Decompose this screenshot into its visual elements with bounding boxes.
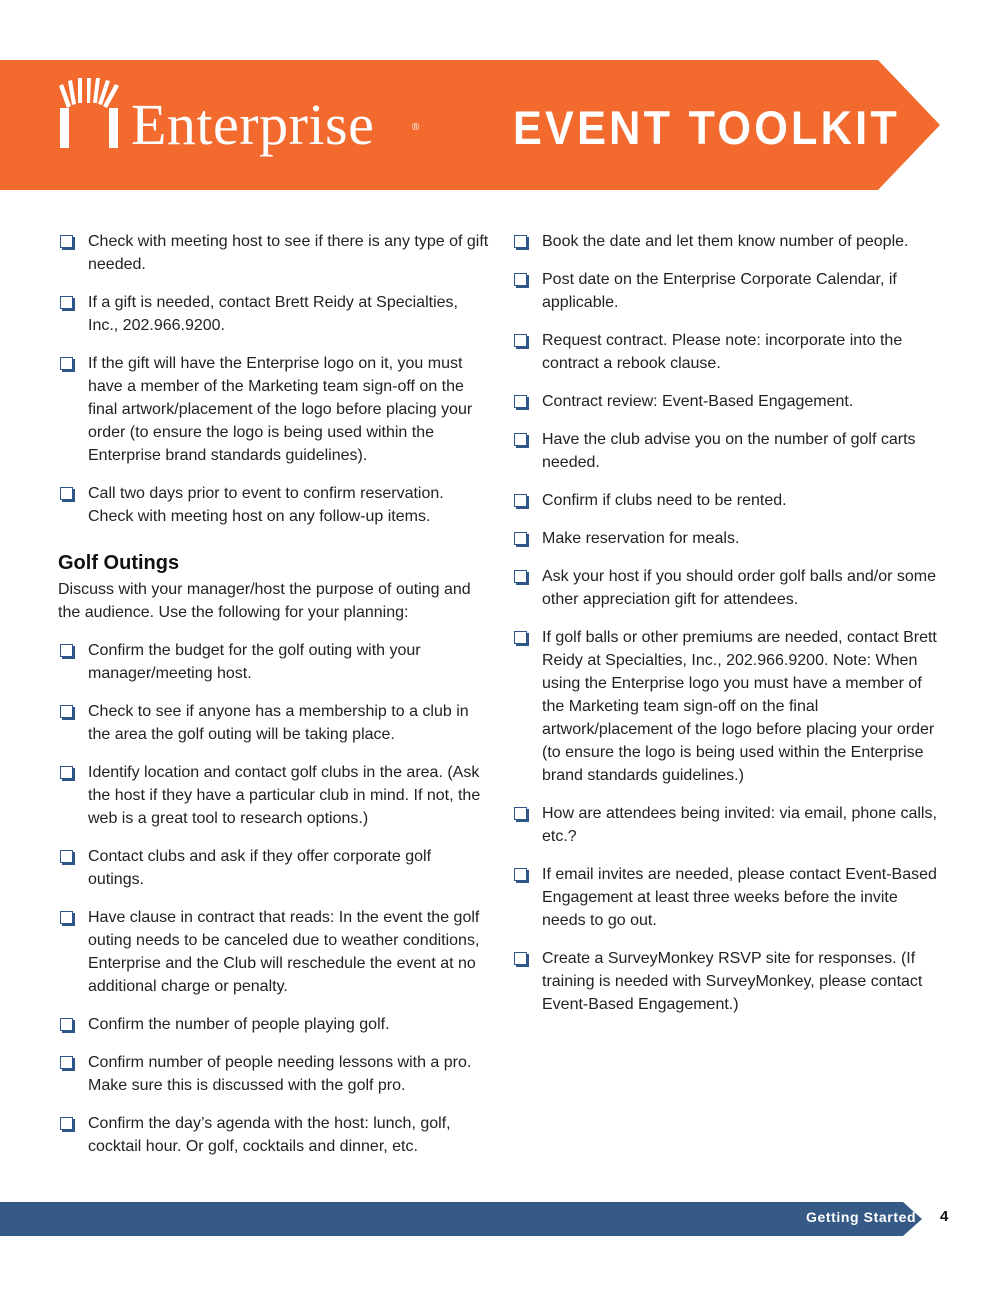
page-title: EVENT TOOLKIT: [513, 101, 901, 154]
checklist-item-text: Check with meeting host to see if there is any type of gift needed.: [88, 233, 489, 273]
checkbox-icon[interactable]: [60, 296, 73, 309]
checkbox-icon[interactable]: [60, 644, 73, 657]
checkbox-icon[interactable]: [514, 570, 527, 583]
page-number: 4: [940, 1208, 949, 1225]
checklist-item: [512, 565, 944, 611]
checklist-item-text: Contract review: Event-Based Engagement.: [542, 393, 854, 410]
checklist-item: [512, 527, 944, 550]
checklist-item: [512, 268, 944, 314]
checkbox-icon[interactable]: [514, 273, 527, 286]
checklist-item: [512, 947, 944, 1016]
checkbox-icon[interactable]: [514, 807, 527, 820]
checkbox-icon[interactable]: [514, 235, 527, 248]
checklist-item: [58, 291, 490, 337]
checklist-item: [512, 489, 944, 512]
checklist-item-text: Confirm the number of people playing golf.: [88, 1016, 390, 1033]
checklist-item: [58, 639, 490, 685]
checklist-item: [58, 1112, 490, 1158]
checklist-item-text: If a gift is needed, contact Brett Reidy at Specialties, Inc., 202.966.9200.: [88, 294, 458, 334]
checklist-item: [58, 1051, 490, 1097]
checkbox-icon[interactable]: [60, 766, 73, 779]
checklist-item-text: Confirm number of people needing lessons with a pro. Make sure this is discussed with the golf pro.: [88, 1054, 472, 1094]
checkbox-icon[interactable]: [60, 850, 73, 863]
checklist-item-text: Have clause in contract that reads: In the event the golf outing needs to be canceled due to weather conditions, Enterprise and the Club will reschedule the event at no additional charge or penalty.: [88, 909, 480, 995]
header-banner: [0, 60, 940, 190]
checklist-item: [58, 482, 490, 528]
checklist-item: [512, 802, 944, 848]
checklist-item-text: If the gift will have the Enterprise logo on it, you must have a member of the Marketing team sign-off on the final artwork/placement of the logo before placing your order (to ensure the logo is being used within the Enterprise brand standards guidelines).: [88, 355, 473, 464]
checkbox-icon[interactable]: [60, 1056, 73, 1069]
checklist-item-text: If email invites are needed, please contact Event-Based Engagement at least three weeks before the invite needs to go out.: [542, 866, 937, 929]
checklist-item-text: Ask your host if you should order golf balls and/or some other appreciation gift for attendees.: [542, 568, 936, 608]
checklist-item-text: Confirm if clubs need to be rented.: [542, 492, 787, 509]
checklist-item: [512, 390, 944, 413]
checklist-item-text: How are attendees being invited: via email, phone calls, etc.?: [542, 805, 937, 845]
checkbox-icon[interactable]: [514, 532, 527, 545]
checkbox-icon[interactable]: [60, 1117, 73, 1130]
left-column: [58, 230, 490, 1173]
checklist-item-text: Have the club advise you on the number of golf carts needed.: [542, 431, 916, 471]
checkbox-icon[interactable]: [60, 357, 73, 370]
checklist-item: [512, 329, 944, 375]
checklist-item-text: Request contract. Please note: incorporate into the contract a rebook clause.: [542, 332, 903, 372]
checkbox-icon[interactable]: [60, 705, 73, 718]
checkbox-icon[interactable]: [60, 911, 73, 924]
checklist-item: [512, 863, 944, 932]
checklist-item: [512, 230, 944, 253]
registered-mark: ®: [412, 122, 420, 133]
checklist-item: [58, 230, 490, 276]
checklist-item-text: Call two days prior to event to confirm reservation. Check with meeting host on any follow-up items.: [88, 485, 444, 525]
checkbox-icon[interactable]: [514, 952, 527, 965]
checklist-item-text: Create a SurveyMonkey RSVP site for responses. (If training is needed with SurveyMonkey, please contact Event-Based Engagement.): [542, 950, 923, 1013]
section-intro: Discuss with your manager/host the purpose of outing and the audience. Use the following for your planning:: [58, 581, 471, 621]
checkbox-icon[interactable]: [60, 235, 73, 248]
checklist-item: [58, 1013, 490, 1036]
brand-wordmark: Enterprise: [131, 92, 375, 157]
checklist-item-text: Identify location and contact golf clubs in the area. (Ask the host if they have a particular club in mind. If not, the web is a great tool to research options.): [88, 764, 481, 827]
checkbox-icon[interactable]: [60, 487, 73, 500]
right-column: [512, 230, 944, 1031]
checklist-item-text: Make reservation for meals.: [542, 530, 740, 547]
checklist-item: [512, 428, 944, 474]
checkbox-icon[interactable]: [514, 433, 527, 446]
checkbox-icon[interactable]: [514, 631, 527, 644]
checkbox-icon[interactable]: [514, 334, 527, 347]
checkbox-icon[interactable]: [60, 1018, 73, 1031]
checklist-item-text: Book the date and let them know number of people.: [542, 233, 909, 250]
checklist-item-text: Confirm the budget for the golf outing with your manager/meeting host.: [88, 642, 421, 682]
checklist-item: [58, 761, 490, 830]
checklist-item: [58, 700, 490, 746]
checklist-item-text: Check to see if anyone has a membership to a club in the area the golf outing will be taking place.: [88, 703, 469, 743]
checkbox-icon[interactable]: [514, 868, 527, 881]
checklist-item-text: Contact clubs and ask if they offer corporate golf outings.: [88, 848, 432, 888]
checkbox-icon[interactable]: [514, 494, 527, 507]
checklist-item: [512, 626, 944, 787]
checklist-item: [58, 845, 490, 891]
checklist-item: [58, 906, 490, 998]
checkbox-icon[interactable]: [514, 395, 527, 408]
enterprise-logo-icon: [56, 78, 122, 148]
checklist-item-text: If golf balls or other premiums are needed, contact Brett Reidy at Specialties, Inc., 202.966.9200. Note: When using the Enterprise logo you must have a member of the Marketing team sign-off on the final artwork/placement of the logo before placing your order (to ensure the logo is being used within the Enterprise brand standards guidelines.): [542, 629, 937, 784]
section-heading-golf-outings: Golf Outings: [58, 552, 180, 574]
checklist-item-text: Confirm the day’s agenda with the host: lunch, golf, cocktail hour. Or golf, cocktails and dinner, etc.: [88, 1115, 451, 1155]
checklist-item-text: Post date on the Enterprise Corporate Calendar, if applicable.: [542, 271, 897, 311]
footer-section-label: Getting Started: [806, 1209, 917, 1225]
checklist-item: [58, 352, 490, 467]
footer-bar: [0, 1202, 925, 1236]
